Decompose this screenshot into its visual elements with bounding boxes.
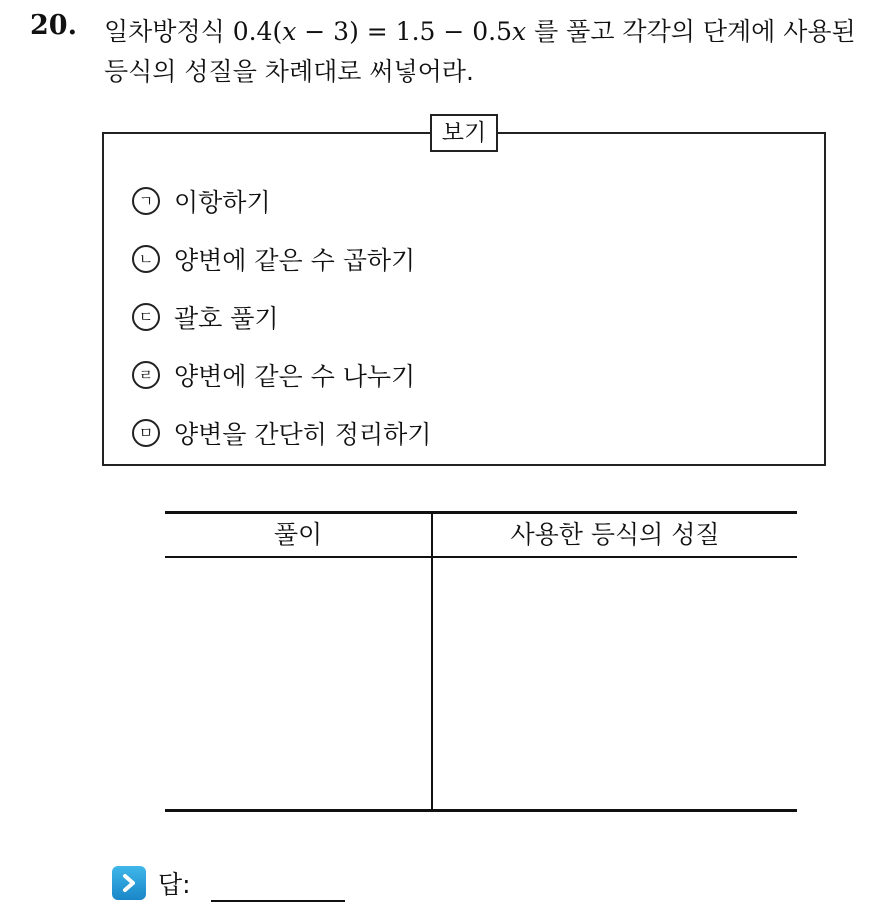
- option-5: [132, 404, 431, 462]
- bogi-title: 보기: [430, 114, 498, 152]
- option-text: 괄호 풀기: [174, 304, 279, 333]
- option-text: 양변에 같은 수 나누기: [174, 362, 416, 391]
- option-marker: ㅁ: [132, 419, 160, 447]
- option-marker: ㄱ: [132, 187, 160, 215]
- header-property: 사용한 등식의 성질: [510, 520, 720, 549]
- answer-blank[interactable]: [211, 900, 345, 902]
- option-text: 양변을 간단히 정리하기: [174, 420, 432, 449]
- header-solution: 풀이: [273, 520, 323, 549]
- option-1: [132, 172, 431, 230]
- answer-row: [112, 864, 345, 902]
- question-number: 20.: [30, 10, 77, 41]
- chevron-right-icon: [112, 866, 146, 900]
- option-text: 이항하기: [174, 188, 271, 217]
- solution-cell[interactable]: [165, 558, 431, 809]
- answer-label: 답:: [158, 870, 191, 899]
- property-cell[interactable]: [433, 558, 797, 809]
- option-marker: ㄴ: [132, 245, 160, 273]
- option-3: [132, 288, 431, 346]
- option-marker: ㄹ: [132, 361, 160, 389]
- option-text: 양변에 같은 수 곱하기: [174, 246, 416, 275]
- question-text-prefix: 일차방정식: [104, 17, 233, 46]
- option-4: [132, 346, 431, 404]
- option-marker: ㄷ: [132, 303, 160, 331]
- table-bottom-rule: [165, 809, 797, 812]
- question-text: [104, 12, 874, 92]
- equation: 0.4(x − 3) = 1.5 − 0.5x: [232, 17, 527, 46]
- question-text-suffix: 를 풀고 각각의 단계에 사용된 등식의 성질을 차례대로 써넣어라.: [104, 17, 856, 86]
- bogi-options: [132, 172, 431, 462]
- solution-table: [165, 511, 797, 813]
- option-2: [132, 230, 431, 288]
